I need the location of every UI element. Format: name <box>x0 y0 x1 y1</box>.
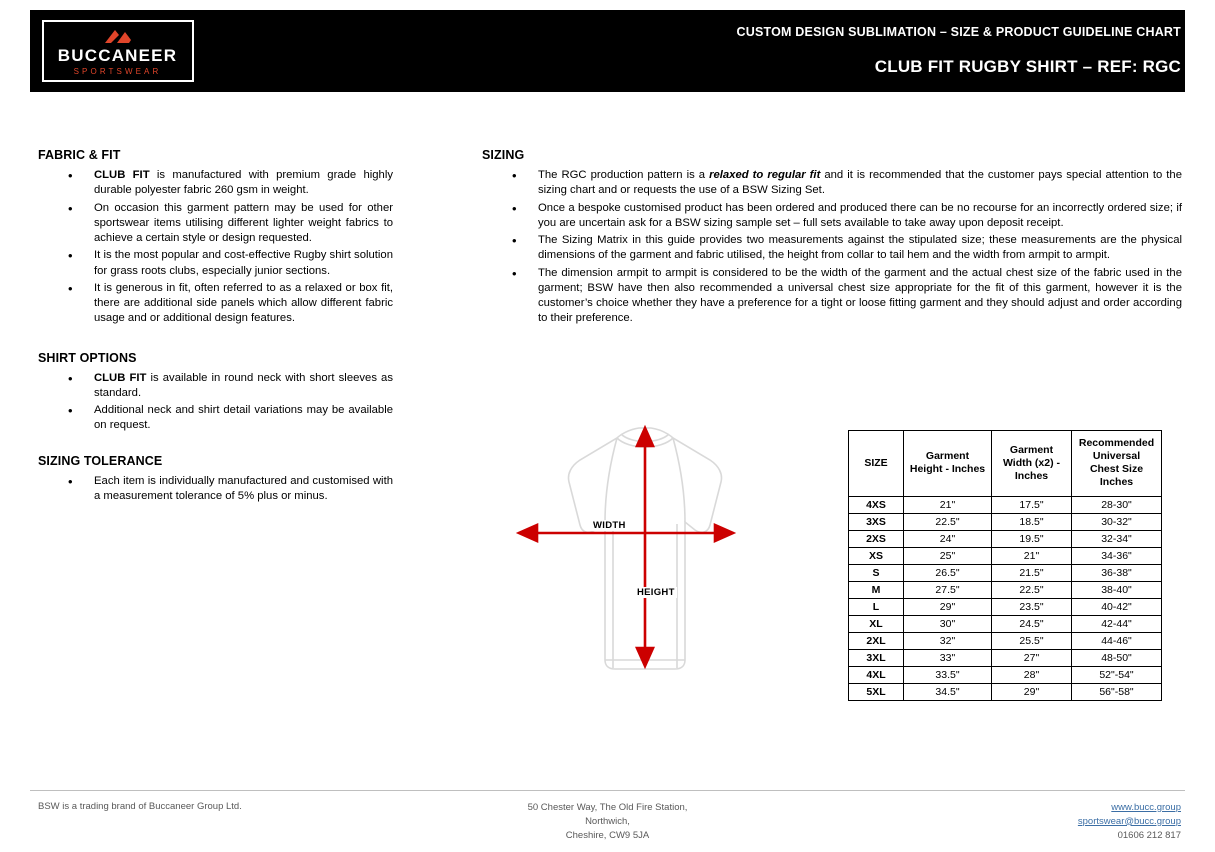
cell-height: 25" <box>904 547 992 564</box>
shirt-options-list <box>38 371 393 434</box>
list-item: • It is the most popular and cost-effective Rugby shirt solution for grass roots clubs, especially junior sections. <box>38 248 393 279</box>
cell-width: 29" <box>992 683 1072 700</box>
spacer <box>38 329 393 351</box>
cell-height: 27.5" <box>904 581 992 598</box>
sizing-tolerance-list <box>38 474 393 505</box>
section-title-shirt-options: SHIRT OPTIONS <box>38 350 137 365</box>
height-dimension-label: HEIGHT <box>637 587 675 598</box>
footer-phone: 01606 212 817 <box>1117 829 1181 841</box>
cell-width: 21.5" <box>992 564 1072 581</box>
table-row <box>849 581 1162 598</box>
cell-width: 24.5" <box>992 615 1072 632</box>
cell-size: 3XL <box>849 649 904 666</box>
cell-chest: 40-42" <box>1072 598 1162 615</box>
cell-chest: 32-34" <box>1072 530 1162 547</box>
table-row <box>849 598 1162 615</box>
table-header-row <box>849 431 1162 497</box>
cell-width: 19.5" <box>992 530 1072 547</box>
cell-size: XS <box>849 547 904 564</box>
list-item: • Additional neck and shirt detail variations may be available on request. <box>38 403 393 434</box>
cell-height: 26.5" <box>904 564 992 581</box>
cell-size: 4XL <box>849 666 904 683</box>
cell-size: L <box>849 598 904 615</box>
table-row <box>849 615 1162 632</box>
column-header-universal-chest: Recommended Universal Chest Size Inches <box>1072 431 1162 497</box>
cell-size: XL <box>849 615 904 632</box>
list-item: • The dimension armpit to armpit is considered to be the width of the garment and the actual chest size of the fabric used in the garment; BSW have then also recommended a universal chest size appropriate for the fit of this garment, however it is the customer’s choice whether they have a preference for a tight or loose fitting garment and they should adjust and order according to their preference. <box>482 266 1182 327</box>
cell-height: 30" <box>904 615 992 632</box>
list-item: • It is generous in fit, often referred to as a relaxed or box fit, there are additional side panels which allow different fabric usage and or additional design features. <box>38 281 393 327</box>
cell-width: 25.5" <box>992 632 1072 649</box>
footer-legal-text: BSW is a trading brand of Buccaneer Group Ltd. <box>38 801 242 812</box>
column-header-size: SIZE <box>849 431 904 497</box>
section-title-sizing-tolerance: SIZING TOLERANCE <box>38 453 163 468</box>
page-footer <box>30 798 1185 848</box>
cell-chest: 44-46" <box>1072 632 1162 649</box>
cell-size: 3XS <box>849 513 904 530</box>
column-header-garment-width: Garment Width (x2) - Inches <box>992 431 1072 497</box>
column-header-garment-height: Garment Height - Inches <box>904 431 992 497</box>
list-item: • Each item is individually manufactured and customised with a measurement tolerance of 5% plus or minus. <box>38 474 393 505</box>
fabric-fit-list <box>38 168 393 327</box>
spacer <box>38 436 393 454</box>
section-title-sizing: SIZING <box>482 148 525 162</box>
shirt-outline-icon <box>505 420 785 695</box>
list-item: • Once a bespoke customised product has been ordered and produced there can be no recourse for an incorrectly ordered size; if you are uncertain ask for a BSW sizing sample set – full sets available to take away upon deposit receipt. <box>482 201 1182 232</box>
logo-subtitle: SPORTSWEAR <box>73 66 162 76</box>
table-row <box>849 632 1162 649</box>
shirt-diagram <box>505 420 785 695</box>
cell-height: 33" <box>904 649 992 666</box>
cell-size: 2XL <box>849 632 904 649</box>
cell-size: 5XL <box>849 683 904 700</box>
header-title-secondary: CLUB FIT RUGBY SHIRT – REF: RGC <box>874 57 1181 76</box>
address-line-1: 50 Chester Way, The Old Fire Station, <box>527 802 688 813</box>
table-row <box>849 530 1162 547</box>
cell-chest: 48-50" <box>1072 649 1162 666</box>
cell-size: 2XS <box>849 530 904 547</box>
size-matrix-table <box>848 430 1162 701</box>
list-item: • The RGC production pattern is a relaxed to regular fit and it is recommended that the customer pays special attention to the sizing chart and or requests the use of a BSW Sizing Set. <box>482 168 1182 199</box>
table-row <box>849 649 1162 666</box>
cell-height: 32" <box>904 632 992 649</box>
table-header <box>849 431 1162 497</box>
height-arrow-icon <box>637 428 653 666</box>
cell-width: 27" <box>992 649 1072 666</box>
footer-email-link[interactable]: sportswear@bucc.group <box>1077 815 1181 827</box>
cell-height: 34.5" <box>904 683 992 700</box>
list-item: • CLUB FIT is manufactured with premium grade highly durable polyester fabric 260 gsm in weight. <box>38 168 393 199</box>
list-item: • The Sizing Matrix in this guide provides two measurements against the stipulated size; these measurements are the physical dimensions of the garment and fabric utilised, the height from collar to tail hem and the width from armpit to armpit. <box>482 233 1182 264</box>
footer-contact <box>1078 801 1181 842</box>
cell-size: S <box>849 564 904 581</box>
cell-chest: 36-38" <box>1072 564 1162 581</box>
cell-size: 4XS <box>849 496 904 513</box>
cell-size: M <box>849 581 904 598</box>
cell-width: 17.5" <box>992 496 1072 513</box>
table-row <box>849 564 1162 581</box>
list-item: • CLUB FIT is available in round neck with short sleeves as standard. <box>38 371 393 402</box>
cell-chest: 28-30" <box>1072 496 1162 513</box>
brand-logo <box>30 10 205 92</box>
sizing-list <box>482 168 1182 327</box>
footer-website-link[interactable]: www.bucc.group <box>1111 802 1181 813</box>
left-column <box>38 148 393 506</box>
footer-divider <box>30 790 1185 791</box>
cell-width: 23.5" <box>992 598 1072 615</box>
table-body <box>849 496 1162 700</box>
table-row <box>849 513 1162 530</box>
header-title-primary: CUSTOM DESIGN SUBLIMATION – SIZE & PRODUCT GUIDELINE CHART <box>736 25 1181 39</box>
cell-height: 21" <box>904 496 992 513</box>
chevron-mark-icon <box>95 29 141 45</box>
table-row <box>849 547 1162 564</box>
cell-chest: 52"-54" <box>1072 666 1162 683</box>
footer-address <box>30 801 1185 842</box>
cell-width: 22.5" <box>992 581 1072 598</box>
page-header <box>30 10 1185 92</box>
cell-height: 24" <box>904 530 992 547</box>
cell-height: 29" <box>904 598 992 615</box>
cell-width: 18.5" <box>992 513 1072 530</box>
cell-chest: 38-40" <box>1072 581 1162 598</box>
cell-chest: 34-36" <box>1072 547 1162 564</box>
address-line-3: Cheshire, CW9 5JA <box>565 829 650 841</box>
section-title-fabric-fit: FABRIC & FIT <box>38 148 121 162</box>
cell-chest: 30-32" <box>1072 513 1162 530</box>
cell-chest: 56"-58" <box>1072 683 1162 700</box>
cell-height: 33.5" <box>904 666 992 683</box>
cell-chest: 42-44" <box>1072 615 1162 632</box>
logo-frame <box>42 20 194 82</box>
logo-wordmark: BUCCANEER <box>57 45 178 65</box>
table-row <box>849 683 1162 700</box>
address-line-2: Northwich, <box>585 815 630 827</box>
cell-width: 28" <box>992 666 1072 683</box>
cell-width: 21" <box>992 547 1072 564</box>
right-column <box>482 148 1182 329</box>
table-row <box>849 666 1162 683</box>
header-titles <box>205 10 1185 92</box>
list-item: • On occasion this garment pattern may be used for other sportswear items utilising different lighter weight fabrics to achieve a certain style or design requested. <box>38 201 393 247</box>
table-row <box>849 496 1162 513</box>
width-dimension-label: WIDTH <box>593 520 626 531</box>
cell-height: 22.5" <box>904 513 992 530</box>
